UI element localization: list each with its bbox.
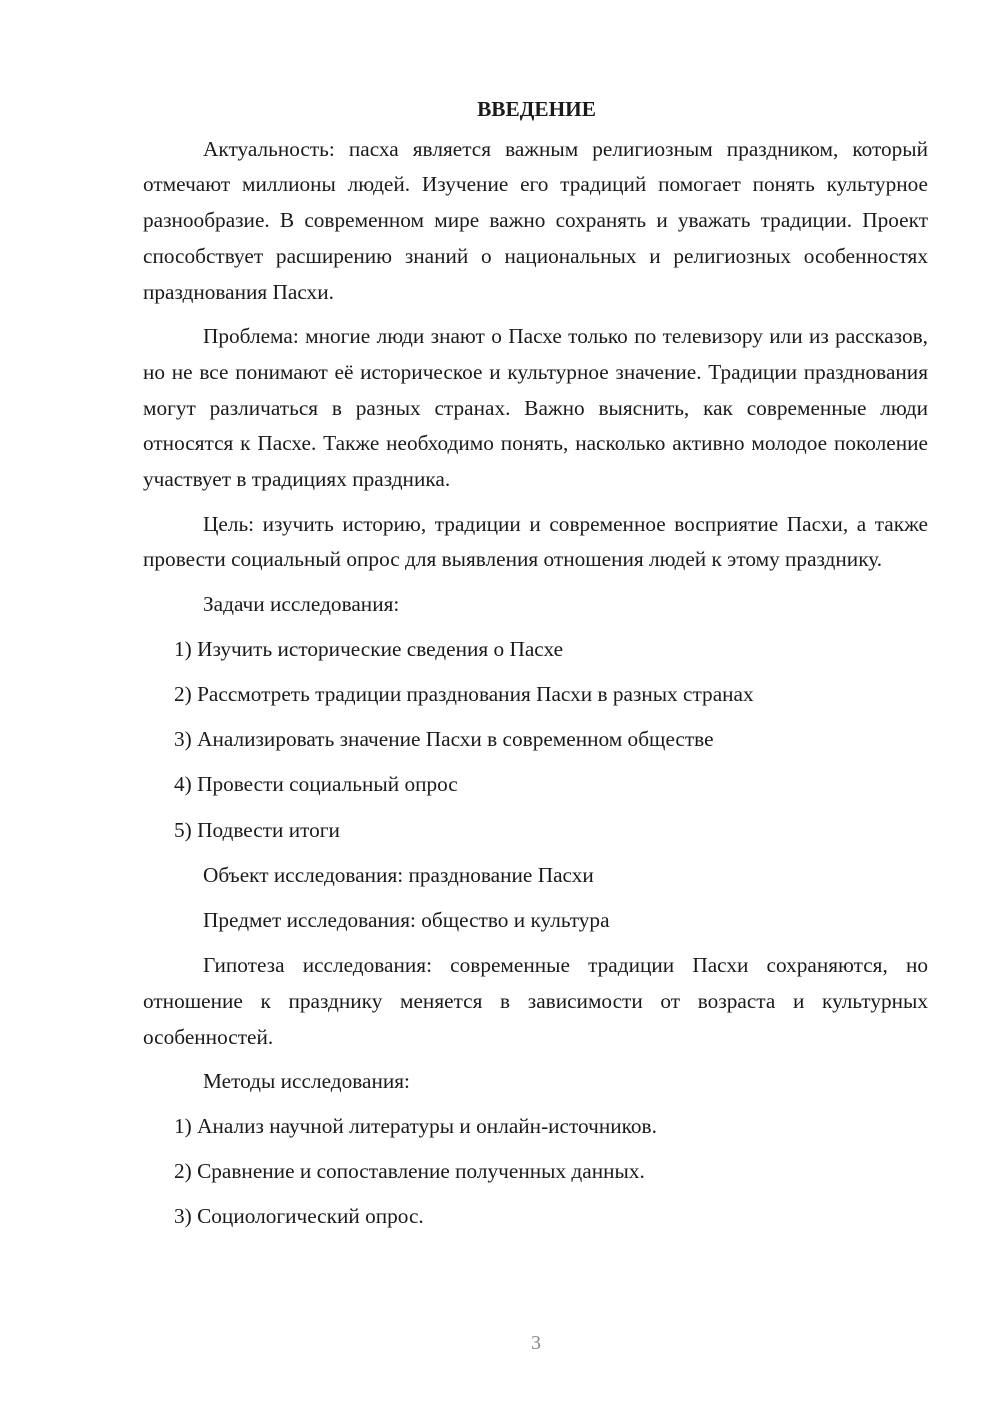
list-item: 3) Социологический опрос. xyxy=(174,1204,424,1229)
goal-paragraph: Цель: изучить историю, традиции и современное восприятие Пасхи, а также провести социальный опрос для выявления отношения людей к этому празднику. xyxy=(143,511,928,572)
methods-list xyxy=(143,1109,928,1235)
page-title: ВВЕДЕНИЕ xyxy=(477,97,596,121)
list-item: 1) Анализ научной литературы и онлайн-источников. xyxy=(174,1114,657,1139)
list-item: 2) Рассмотреть традиции празднования Пасхи в разных странах xyxy=(174,682,754,707)
research-object: Объект исследования: празднование Пасхи xyxy=(203,862,594,887)
list-item: 1) Изучить исторические сведения о Пасхе xyxy=(174,636,564,661)
page-number: 3 xyxy=(531,1332,541,1354)
research-subject: Предмет исследования: общество и культура xyxy=(203,908,610,933)
methods-heading: Методы исследования: xyxy=(203,1069,410,1094)
relevance-paragraph: Актуальность: пасха является важным религиозным праздником, который отмечают миллионы людей. Изучение его традиций помогает понять культурное разнообразие. В современном мире важно сохранять и уважать традиции. Проект способствует расширению знаний о национальных и религиозных особенностях празднования Пасхи. xyxy=(143,136,928,304)
hypothesis-paragraph: Гипотеза исследования: современные традиции Пасхи сохраняются, но отношение к празднику меняется в зависимости от возраста и культурных особенностей. xyxy=(143,953,928,1049)
tasks-heading: Задачи исследования: xyxy=(203,592,400,617)
list-item: 4) Провести социальный опрос xyxy=(174,772,458,797)
list-item: 2) Сравнение и сопоставление полученных данных. xyxy=(174,1159,645,1184)
problem-paragraph: Проблема: многие люди знают о Пасхе только по телевизору или из рассказов, но не все понимают её историческое и культурное значение. Традиции празднования могут различаться в разных странах. Важно выяснить, как современные люди относятся к Пасхе. Также необходимо понять, насколько активно молодое поколение участвует в традициях праздника. xyxy=(143,324,928,492)
tasks-list xyxy=(143,632,928,849)
list-item: 3) Анализировать значение Пасхи в современном обществе xyxy=(174,727,714,752)
document-page xyxy=(143,92,928,1245)
list-item: 5) Подвести итоги xyxy=(174,817,340,842)
